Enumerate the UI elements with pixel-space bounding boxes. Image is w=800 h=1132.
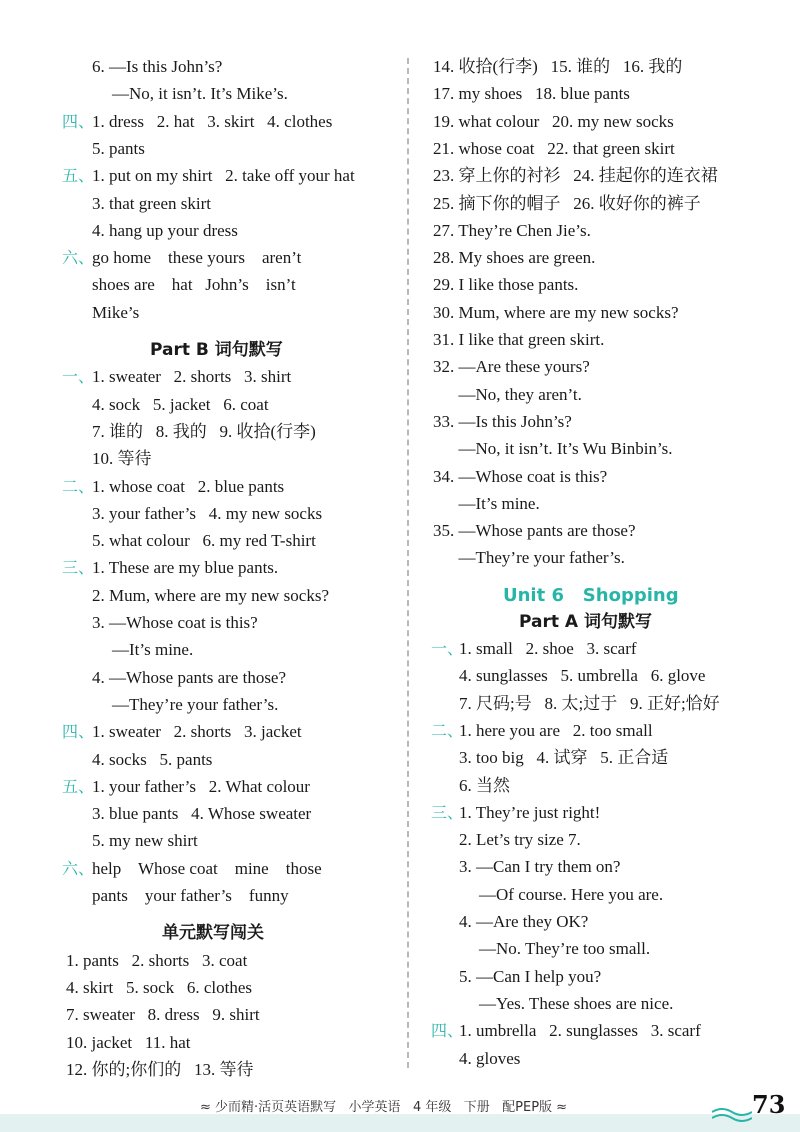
section-marker: 三、 [431, 802, 464, 822]
answer-text: 2. Mum, where are my new socks? [92, 585, 329, 605]
answer-text: 4. gloves [459, 1048, 521, 1068]
section-marker: 五、 [62, 776, 95, 796]
answer-text: 5. —Can I help you? [459, 966, 602, 986]
section-marker: 六、 [62, 858, 95, 878]
answer-text: —Of course. Here you are. [479, 884, 664, 904]
answer-text: 1. your father’s 2. What colour [92, 776, 310, 796]
answer-line: 27. They’re Chen Jie’s. [433, 220, 591, 240]
answer-text: 3. your father’s 4. my new socks [92, 503, 323, 523]
answer-text: 5. pants [92, 138, 145, 158]
answer-line: 10. jacket 11. hat [66, 1032, 191, 1052]
answer-text: 1. sweater 2. shorts 3. shirt [92, 367, 292, 387]
answer-text: —It’s mine. [112, 640, 194, 660]
answer-text: 6. 当然 [459, 775, 510, 795]
answer-text: 10. 等待 [92, 449, 152, 469]
answer-line: 30. Mum, where are my new socks? [433, 302, 679, 322]
section-marker: 二、 [62, 476, 95, 496]
answer-text: 7. 谁的 8. 我的 9. 收拾(行李) [92, 421, 316, 441]
answer-text: 4. socks 5. pants [92, 749, 213, 769]
answer-line: —They’re your father’s. [433, 548, 625, 568]
answer-line: 25. 摘下你的帽子 26. 收好你的裤子 [433, 193, 701, 213]
page-number: 73 [752, 1090, 786, 1119]
section-marker: 六、 [62, 248, 95, 268]
answer-text: go home these yours aren’t [92, 248, 302, 268]
answer-line: 33. —Is this John’s? [433, 411, 572, 431]
answer-text: —No. They’re too small. [479, 939, 651, 959]
answer-text: 1. dress 2. hat 3. skirt 4. clothes [92, 111, 333, 131]
answer-line: 17. my shoes 18. blue pants [433, 84, 630, 104]
answer-text: 1. They’re just right! [459, 802, 601, 822]
footer-text: ≈ 少而精·活页英语默写 小学英语 4 年级 下册 配PEP版 ≈ [200, 1100, 568, 1115]
answer-line: 14. 收拾(行李) 15. 谁的 16. 我的 [433, 57, 683, 76]
section-marker: 三、 [62, 558, 95, 578]
answer-text: 4. sock 5. jacket 6. coat [92, 394, 269, 414]
answer-text: help Whose coat mine those [92, 858, 322, 878]
answer-line: 31. I like that green skirt. [433, 330, 605, 349]
unit-title: Unit 6 Shopping [503, 584, 679, 606]
answer-text: 1. whose coat 2. blue pants [92, 476, 285, 496]
answer-line: 29. I like those pants. [433, 275, 579, 295]
answer-line: 19. what colour 20. my new socks [433, 111, 674, 131]
answer-line: —No, they aren’t. [433, 384, 582, 404]
answer-text: 3. —Whose coat is this? [92, 613, 258, 632]
footer [0, 1090, 800, 1132]
answer-text: pants your father’s funny [92, 886, 289, 905]
footer-band [0, 1114, 800, 1132]
answer-text: —Yes. These shoes are nice. [479, 993, 674, 1013]
answer-line: 12. 你的;你们的 13. 等待 [66, 1059, 254, 1079]
answer-text: 4. sunglasses 5. umbrella 6. glove [459, 666, 706, 686]
section-marker: 四、 [62, 722, 95, 742]
answer-line: 7. sweater 8. dress 9. shirt [66, 1005, 260, 1025]
answer-line: 4. skirt 5. sock 6. clothes [66, 977, 253, 997]
answer-text: 5. what colour 6. my red T-shirt [92, 531, 316, 551]
answer-text: 3. —Can I try them on? [459, 857, 621, 877]
answer-text: —No, it isn’t. It’s Mike’s. [112, 84, 288, 104]
answer-line: —No, it isn’t. It’s Wu Binbin’s. [433, 439, 673, 459]
answer-text: 1. put on my shirt 2. take off your hat [92, 166, 355, 186]
answer-line: 35. —Whose pants are those? [433, 521, 636, 541]
answer-line: —It’s mine. [433, 493, 540, 513]
answer-text: 3. too big 4. 试穿 5. 正合适 [459, 748, 669, 768]
answer-text: 5. my new shirt [92, 831, 198, 851]
section-heading-part-a: Part A 词句默写 [519, 611, 652, 632]
answer-text: 7. 尺码;号 8. 太;过于 9. 正好;恰好 [459, 693, 720, 713]
section-marker: 一、 [431, 639, 464, 658]
answer-text: shoes are hat John’s isn’t [92, 275, 296, 295]
section-marker: 一、 [62, 367, 95, 387]
section-marker: 二、 [431, 720, 464, 740]
section-heading-part-b: Part B 词句默写 [150, 340, 283, 360]
answer-text: 1. small 2. shoe 3. scarf [459, 639, 637, 658]
answer-line: 34. —Whose coat is this? [433, 466, 608, 486]
answer-text: 3. blue pants 4. Whose sweater [92, 804, 312, 824]
answer-text: 4. —Are they OK? [459, 912, 589, 931]
answer-text: —They’re your father’s. [112, 694, 279, 714]
answer-line: 21. whose coat 22. that green skirt [433, 138, 675, 158]
answer-text: 4. hang up your dress [92, 220, 238, 240]
section-marker: 五、 [62, 166, 95, 186]
answer-text: 1. These are my blue pants. [92, 558, 279, 578]
answer-text: 1. here you are 2. too small [459, 720, 653, 740]
section-marker: 四、 [62, 111, 95, 131]
section-heading-unit-test: 单元默写闯关 [162, 923, 264, 944]
answer-text: 6. —Is this John’s? [92, 57, 223, 76]
answer-line: 32. —Are these yours? [433, 357, 590, 377]
column-divider [407, 58, 409, 1068]
answer-text: Mike’s [92, 302, 140, 322]
wave-decoration-icon [712, 1104, 752, 1124]
answer-text: 3. that green skirt [92, 193, 211, 213]
answer-text: 1. umbrella 2. sunglasses 3. scarf [459, 1021, 701, 1041]
section-marker: 四、 [431, 1021, 464, 1041]
answer-text: 4. —Whose pants are those? [92, 667, 287, 687]
answer-line: 1. pants 2. shorts 3. coat [66, 950, 248, 970]
answer-line: 28. My shoes are green. [433, 248, 596, 268]
answer-text: 1. sweater 2. shorts 3. jacket [92, 722, 302, 742]
answer-text: 2. Let’s try size 7. [459, 830, 581, 850]
answer-line: 23. 穿上你的衬衫 24. 挂起你的连衣裙 [433, 166, 718, 186]
